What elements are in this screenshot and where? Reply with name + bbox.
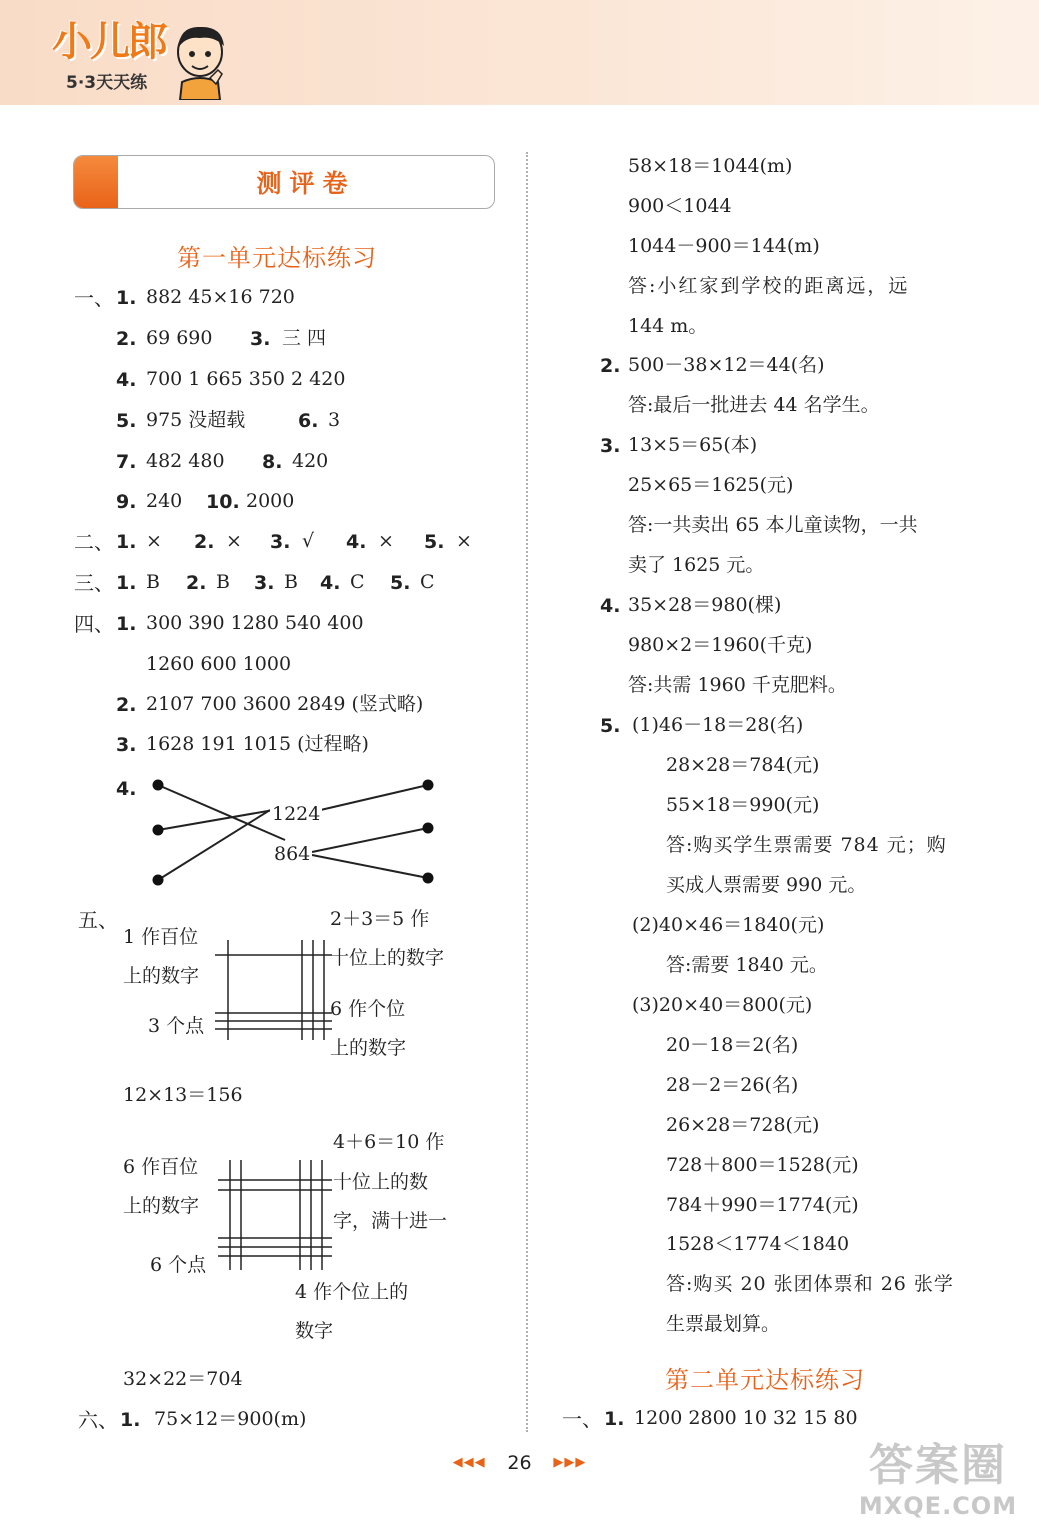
r-line-1: 58×18＝1044(m) bbox=[628, 155, 793, 177]
r-q5-p3-line-1: (3)20×40＝800(元) bbox=[632, 994, 813, 1016]
page-number: 26 bbox=[507, 1452, 532, 1474]
unit2-q1-num: 1. bbox=[604, 1408, 625, 1430]
fig2-left-top: 6 作百位 bbox=[123, 1156, 199, 1178]
unit1-title: 第一单元达标练习 bbox=[177, 244, 377, 272]
q1-5-answer: 975 没超载 bbox=[146, 409, 246, 431]
arrows-left-icon: ◀◀◀ bbox=[452, 1455, 486, 1470]
q2-5-num: 5. bbox=[424, 531, 445, 553]
r-q3-num: 3. bbox=[600, 435, 621, 457]
fig1-right-mid2: 上的数字 bbox=[330, 1037, 407, 1059]
r-q5-p2-line-2: 答:需要 1840 元。 bbox=[666, 954, 828, 976]
brand-name: 小儿郎 bbox=[52, 19, 166, 65]
q4-3-answer: 1628 191 1015 (过程略) bbox=[146, 733, 369, 755]
r-q5-p1-line-4: 答:购买学生票需要 784 元；购 bbox=[666, 834, 947, 856]
fig2-right-top3: 字，满十进一 bbox=[333, 1210, 448, 1232]
fig2-bottom: 4 作个位上的 bbox=[295, 1281, 409, 1303]
r-line-4: 答:小红家到学校的距离远，远 bbox=[628, 275, 910, 297]
watermark-url: MXQE.COM bbox=[858, 1492, 1018, 1520]
fig1-left-top: 1 作百位 bbox=[123, 926, 199, 948]
fig2-bottom2: 数字 bbox=[295, 1320, 334, 1342]
q1-7-num: 7. bbox=[116, 451, 137, 473]
q3-1-num: 1. bbox=[116, 572, 137, 594]
watermark-text: 答案圈 bbox=[869, 1440, 1007, 1491]
fig1-right-top: 2＋3＝5 作 bbox=[330, 908, 430, 930]
q3-2-answer: B bbox=[216, 571, 230, 593]
q1-3-answer: 三 四 bbox=[282, 327, 327, 349]
q2-1-answer: × bbox=[146, 530, 162, 552]
q3-5-num: 5. bbox=[390, 572, 411, 594]
fig1-left-top2: 上的数字 bbox=[123, 965, 200, 987]
r-q5-p1-line-2: 28×28＝784(元) bbox=[666, 754, 820, 776]
q1-9-answer: 240 bbox=[146, 490, 183, 512]
q4-1-num: 1. bbox=[116, 613, 137, 635]
watermark-logo bbox=[843, 1440, 1033, 1530]
q6-1-answer: 75×12＝900(m) bbox=[154, 1408, 307, 1430]
q5-equation-2: 32×22＝704 bbox=[123, 1368, 243, 1390]
fig1-right-top2: 十位上的数字 bbox=[330, 947, 445, 969]
q1-8-num: 8. bbox=[262, 451, 283, 473]
q3-5-answer: C bbox=[420, 571, 435, 593]
r-q3-line-3: 答:一共卖出 65 本儿童读物，一共 bbox=[628, 514, 918, 536]
r-q2-line-2: 答:最后一批进去 44 名学生。 bbox=[628, 394, 880, 416]
fig2-right-top: 4＋6＝10 作 bbox=[333, 1131, 445, 1153]
q1-2-num: 2. bbox=[116, 328, 137, 350]
r-q3-line-2: 25×65＝1625(元) bbox=[628, 474, 794, 496]
q5-equation-1: 12×13＝156 bbox=[123, 1084, 243, 1106]
q1-1-num: 1. bbox=[116, 287, 137, 309]
q2-3-num: 3. bbox=[270, 531, 291, 553]
q3-label: 三、 bbox=[74, 571, 114, 595]
brand-subtitle: 5·3天天练 bbox=[66, 73, 148, 93]
r-line-3: 1044－900＝144(m) bbox=[628, 235, 820, 257]
q3-1-answer: B bbox=[146, 571, 160, 593]
q1-6-num: 6. bbox=[298, 410, 319, 432]
q2-5-answer: × bbox=[456, 530, 472, 552]
q2-2-num: 2. bbox=[194, 531, 215, 553]
q3-2-num: 2. bbox=[186, 572, 207, 594]
unit2-title: 第二单元达标练习 bbox=[665, 1366, 865, 1394]
r-q5-p3-line-8: 答:购买 20 张团体票和 26 张学 bbox=[666, 1273, 954, 1295]
r-q4-line-3: 答:共需 1960 千克肥料。 bbox=[628, 674, 847, 696]
r-q5-p1-line-5: 买成人票需要 990 元。 bbox=[666, 874, 867, 896]
q4-2-num: 2. bbox=[116, 694, 137, 716]
q2-label: 二、 bbox=[74, 530, 114, 554]
r-q5-p3-line-2: 20－18＝2(名) bbox=[666, 1034, 799, 1056]
r-q5-p3-line-5: 728＋800＝1528(元) bbox=[666, 1154, 859, 1176]
q1-9-num: 9. bbox=[116, 491, 137, 513]
r-line-5: 144 m。 bbox=[628, 315, 708, 337]
fig1-right-mid: 6 作个位 bbox=[330, 998, 406, 1020]
fig1-left-bottom: 3 个点 bbox=[148, 1015, 205, 1037]
section-title: 测评卷 bbox=[256, 169, 356, 198]
q3-4-num: 4. bbox=[320, 572, 341, 594]
q4-1-answer-cont: 1260 600 1000 bbox=[146, 653, 292, 675]
r-q4-line-2: 980×2＝1960(千克) bbox=[628, 634, 813, 656]
arrows-right-icon: ▶▶▶ bbox=[553, 1455, 587, 1470]
q2-1-num: 1. bbox=[116, 531, 137, 553]
fig2-right-top2: 十位上的数 bbox=[333, 1171, 429, 1193]
r-q5-p1-line-3: 55×18＝990(元) bbox=[666, 794, 820, 816]
r-q5-p3-line-4: 26×28＝728(元) bbox=[666, 1114, 820, 1136]
q5-label: 五、 bbox=[78, 908, 118, 932]
q1-1-answer: 882 45×16 720 bbox=[146, 286, 295, 308]
q3-3-answer: B bbox=[284, 571, 298, 593]
q2-3-answer: √ bbox=[302, 530, 315, 552]
r-q5-p3-line-9: 生票最划算。 bbox=[666, 1313, 781, 1335]
q4-label: 四、 bbox=[74, 612, 114, 636]
r-line-2: 900＜1044 bbox=[628, 195, 732, 217]
match-label-864: 864 bbox=[274, 843, 311, 865]
r-q3-line-4: 卖了 1625 元。 bbox=[628, 554, 765, 576]
q2-4-num: 4. bbox=[346, 531, 367, 553]
q3-3-num: 3. bbox=[254, 572, 275, 594]
r-q5-num: 5. bbox=[600, 715, 621, 737]
r-q5-p3-line-3: 28－2＝26(名) bbox=[666, 1074, 799, 1096]
r-q3-line-1: 13×5＝65(本) bbox=[628, 434, 758, 456]
unit2-q1-answer: 1200 2800 10 32 15 80 bbox=[634, 1407, 858, 1429]
q1-10-answer: 2000 bbox=[246, 490, 295, 512]
match-label-1224: 1224 bbox=[272, 803, 321, 825]
q2-4-answer: × bbox=[378, 530, 394, 552]
q4-4-num: 4. bbox=[116, 778, 137, 800]
q1-4-answer: 700 1 665 350 2 420 bbox=[146, 368, 346, 390]
q1-4-num: 4. bbox=[116, 369, 137, 391]
q1-7-answer: 482 480 bbox=[146, 450, 225, 472]
q4-1-answer: 300 390 1280 540 400 bbox=[146, 612, 364, 634]
q4-2-answer: 2107 700 3600 2849 (竖式略) bbox=[146, 693, 424, 715]
q1-10-num: 10. bbox=[206, 491, 240, 513]
r-q5-p2-line-1: (2)40×46＝1840(元) bbox=[632, 914, 825, 936]
q4-3-num: 3. bbox=[116, 734, 137, 756]
q3-4-answer: C bbox=[350, 571, 365, 593]
r-q2-num: 2. bbox=[600, 355, 621, 377]
unit2-q1-label: 一、 bbox=[562, 1407, 602, 1431]
q2-2-answer: × bbox=[226, 530, 242, 552]
q1-8-answer: 420 bbox=[292, 450, 329, 472]
r-q4-num: 4. bbox=[600, 595, 621, 617]
q1-2-answer: 69 690 bbox=[146, 327, 213, 349]
r-q4-line-1: 35×28＝980(棵) bbox=[628, 594, 782, 616]
q1-6-answer: 3 bbox=[328, 409, 341, 431]
r-q5-p1-line-1: (1)46－18＝28(名) bbox=[632, 714, 804, 736]
q1-3-num: 3. bbox=[250, 328, 271, 350]
fig2-left-bottom: 6 个点 bbox=[150, 1254, 207, 1276]
q1-label: 一、 bbox=[74, 286, 114, 310]
r-q2-line-1: 500－38×12＝44(名) bbox=[628, 354, 825, 376]
q6-label: 六、 bbox=[78, 1408, 118, 1432]
r-q5-p3-line-6: 784＋990＝1774(元) bbox=[666, 1194, 859, 1216]
fig2-left-top2: 上的数字 bbox=[123, 1195, 200, 1217]
q6-1-num: 1. bbox=[120, 1409, 141, 1431]
r-q5-p3-line-7: 1528＜1774＜1840 bbox=[666, 1233, 850, 1255]
q1-5-num: 5. bbox=[116, 410, 137, 432]
